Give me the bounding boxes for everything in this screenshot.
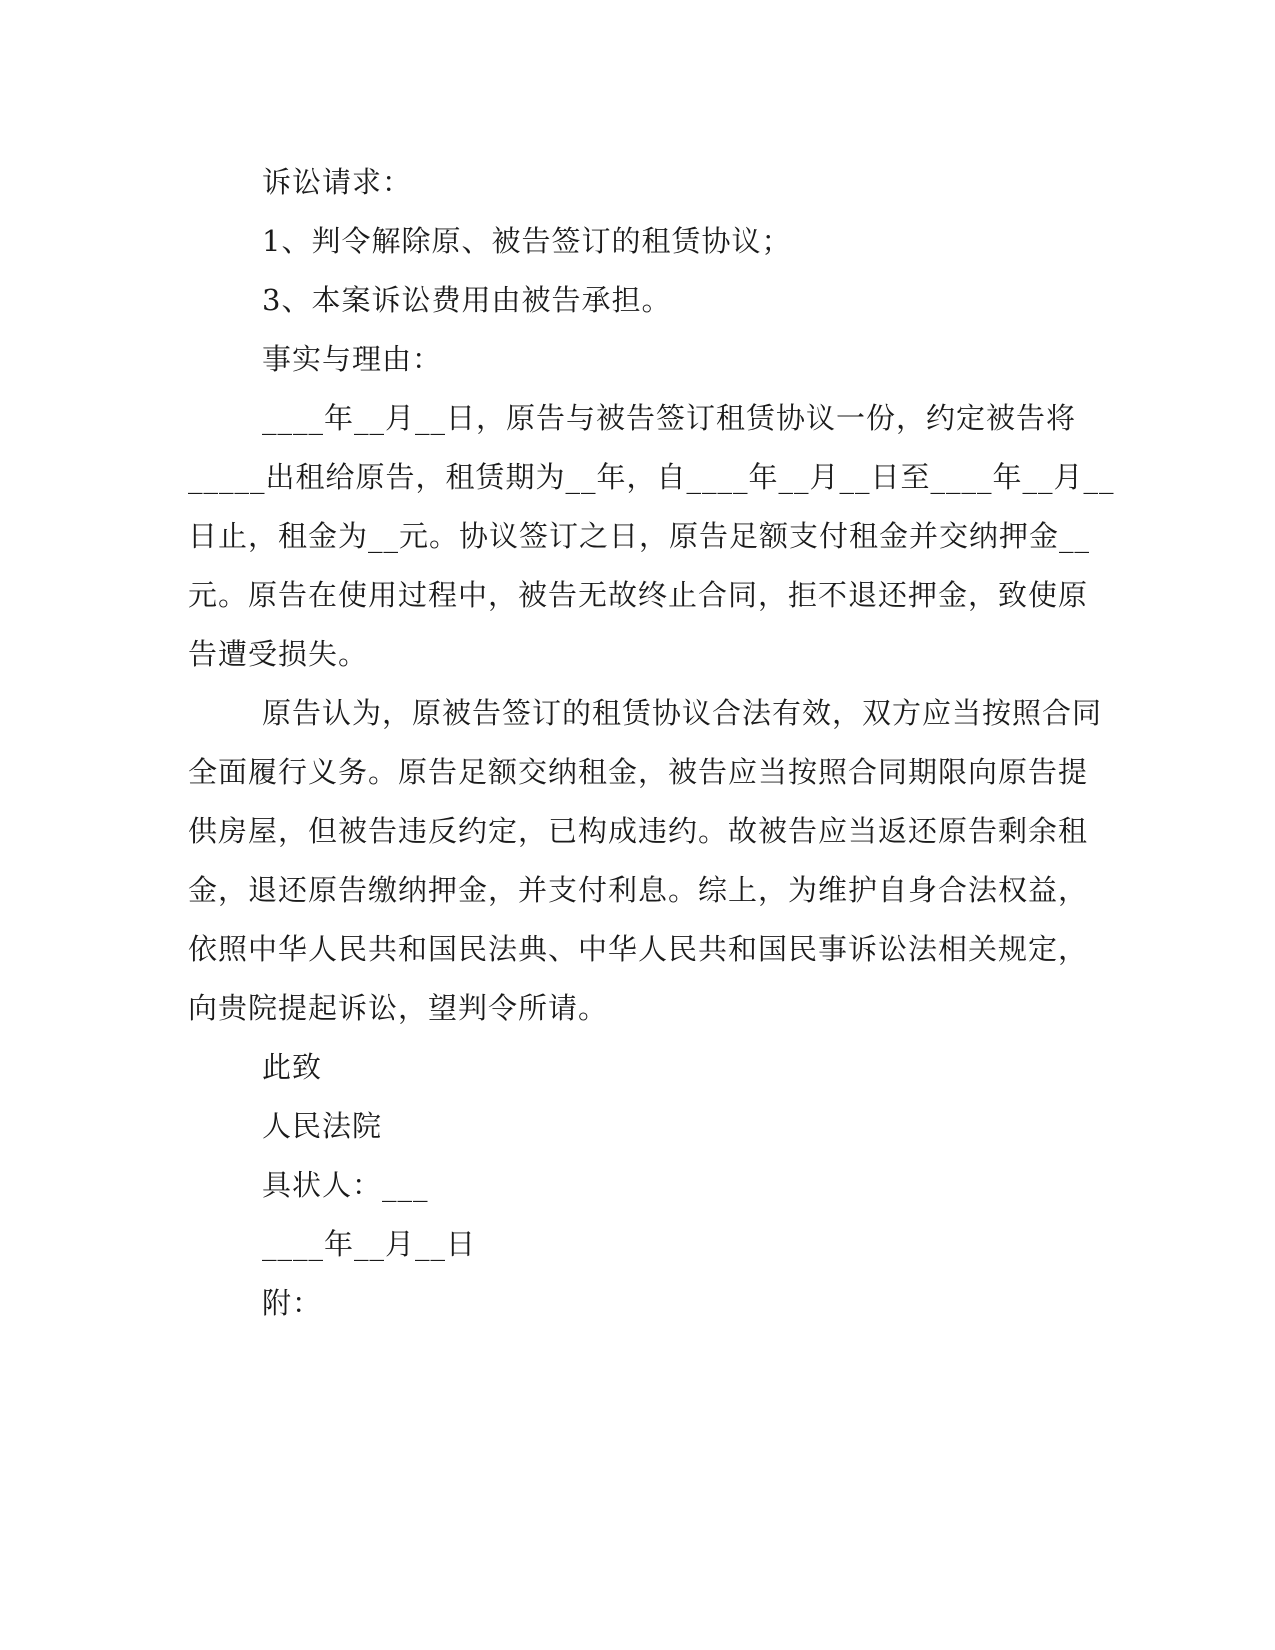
claim-item-1: 1、判令解除原、被告签订的租赁协议； <box>262 224 792 258</box>
attachment-label: 附： <box>262 1286 323 1320</box>
reason-paragraph-line-5: 依照中华人民共和国民法典、中华人民共和国民事诉讼法相关规定， <box>188 932 1089 966</box>
claims-heading: 诉讼请求： <box>262 165 413 199</box>
reason-paragraph-line-1: 原告认为，原被告签订的租赁协议合法有效，双方应当按照合同 <box>262 696 1103 730</box>
reason-paragraph-line-6: 向贵院提起诉讼，望判令所请。 <box>188 991 609 1025</box>
claim-item-3: 3、本案诉讼费用由被告承担。 <box>262 283 672 317</box>
court-name: 人民法院 <box>262 1109 383 1143</box>
reason-paragraph-line-2: 全面履行义务。原告足额交纳租金，被告应当按照合同期限向原告提 <box>188 755 1089 789</box>
signature-date: ____年__月__日 <box>262 1227 477 1261</box>
facts-paragraph-line-1: ____年__月__日，原告与被告签订租赁协议一份，约定被告将 <box>262 401 1077 435</box>
facts-heading: 事实与理由： <box>262 342 443 376</box>
plaintiff-signature: 具状人：___ <box>262 1168 429 1202</box>
facts-paragraph-line-5: 告遭受损失。 <box>188 637 369 671</box>
reason-paragraph-line-3: 供房屋，但被告违反约定，已构成违约。故被告应当返还原告剩余租 <box>188 814 1089 848</box>
closing-salutation: 此致 <box>262 1050 323 1084</box>
facts-paragraph-line-4: 元。原告在使用过程中，被告无故终止合同，拒不退还押金，致使原 <box>188 578 1089 612</box>
reason-paragraph-line-4: 金，退还原告缴纳押金，并支付利息。综上，为维护自身合法权益， <box>188 873 1089 907</box>
facts-paragraph-line-3: 日止，租金为__元。协议签订之日，原告足额支付租金并交纳押金__ <box>188 519 1091 553</box>
facts-paragraph-line-2: _____出租给原告，租赁期为__年，自____年__月__日至____年__月__ <box>188 460 1115 494</box>
